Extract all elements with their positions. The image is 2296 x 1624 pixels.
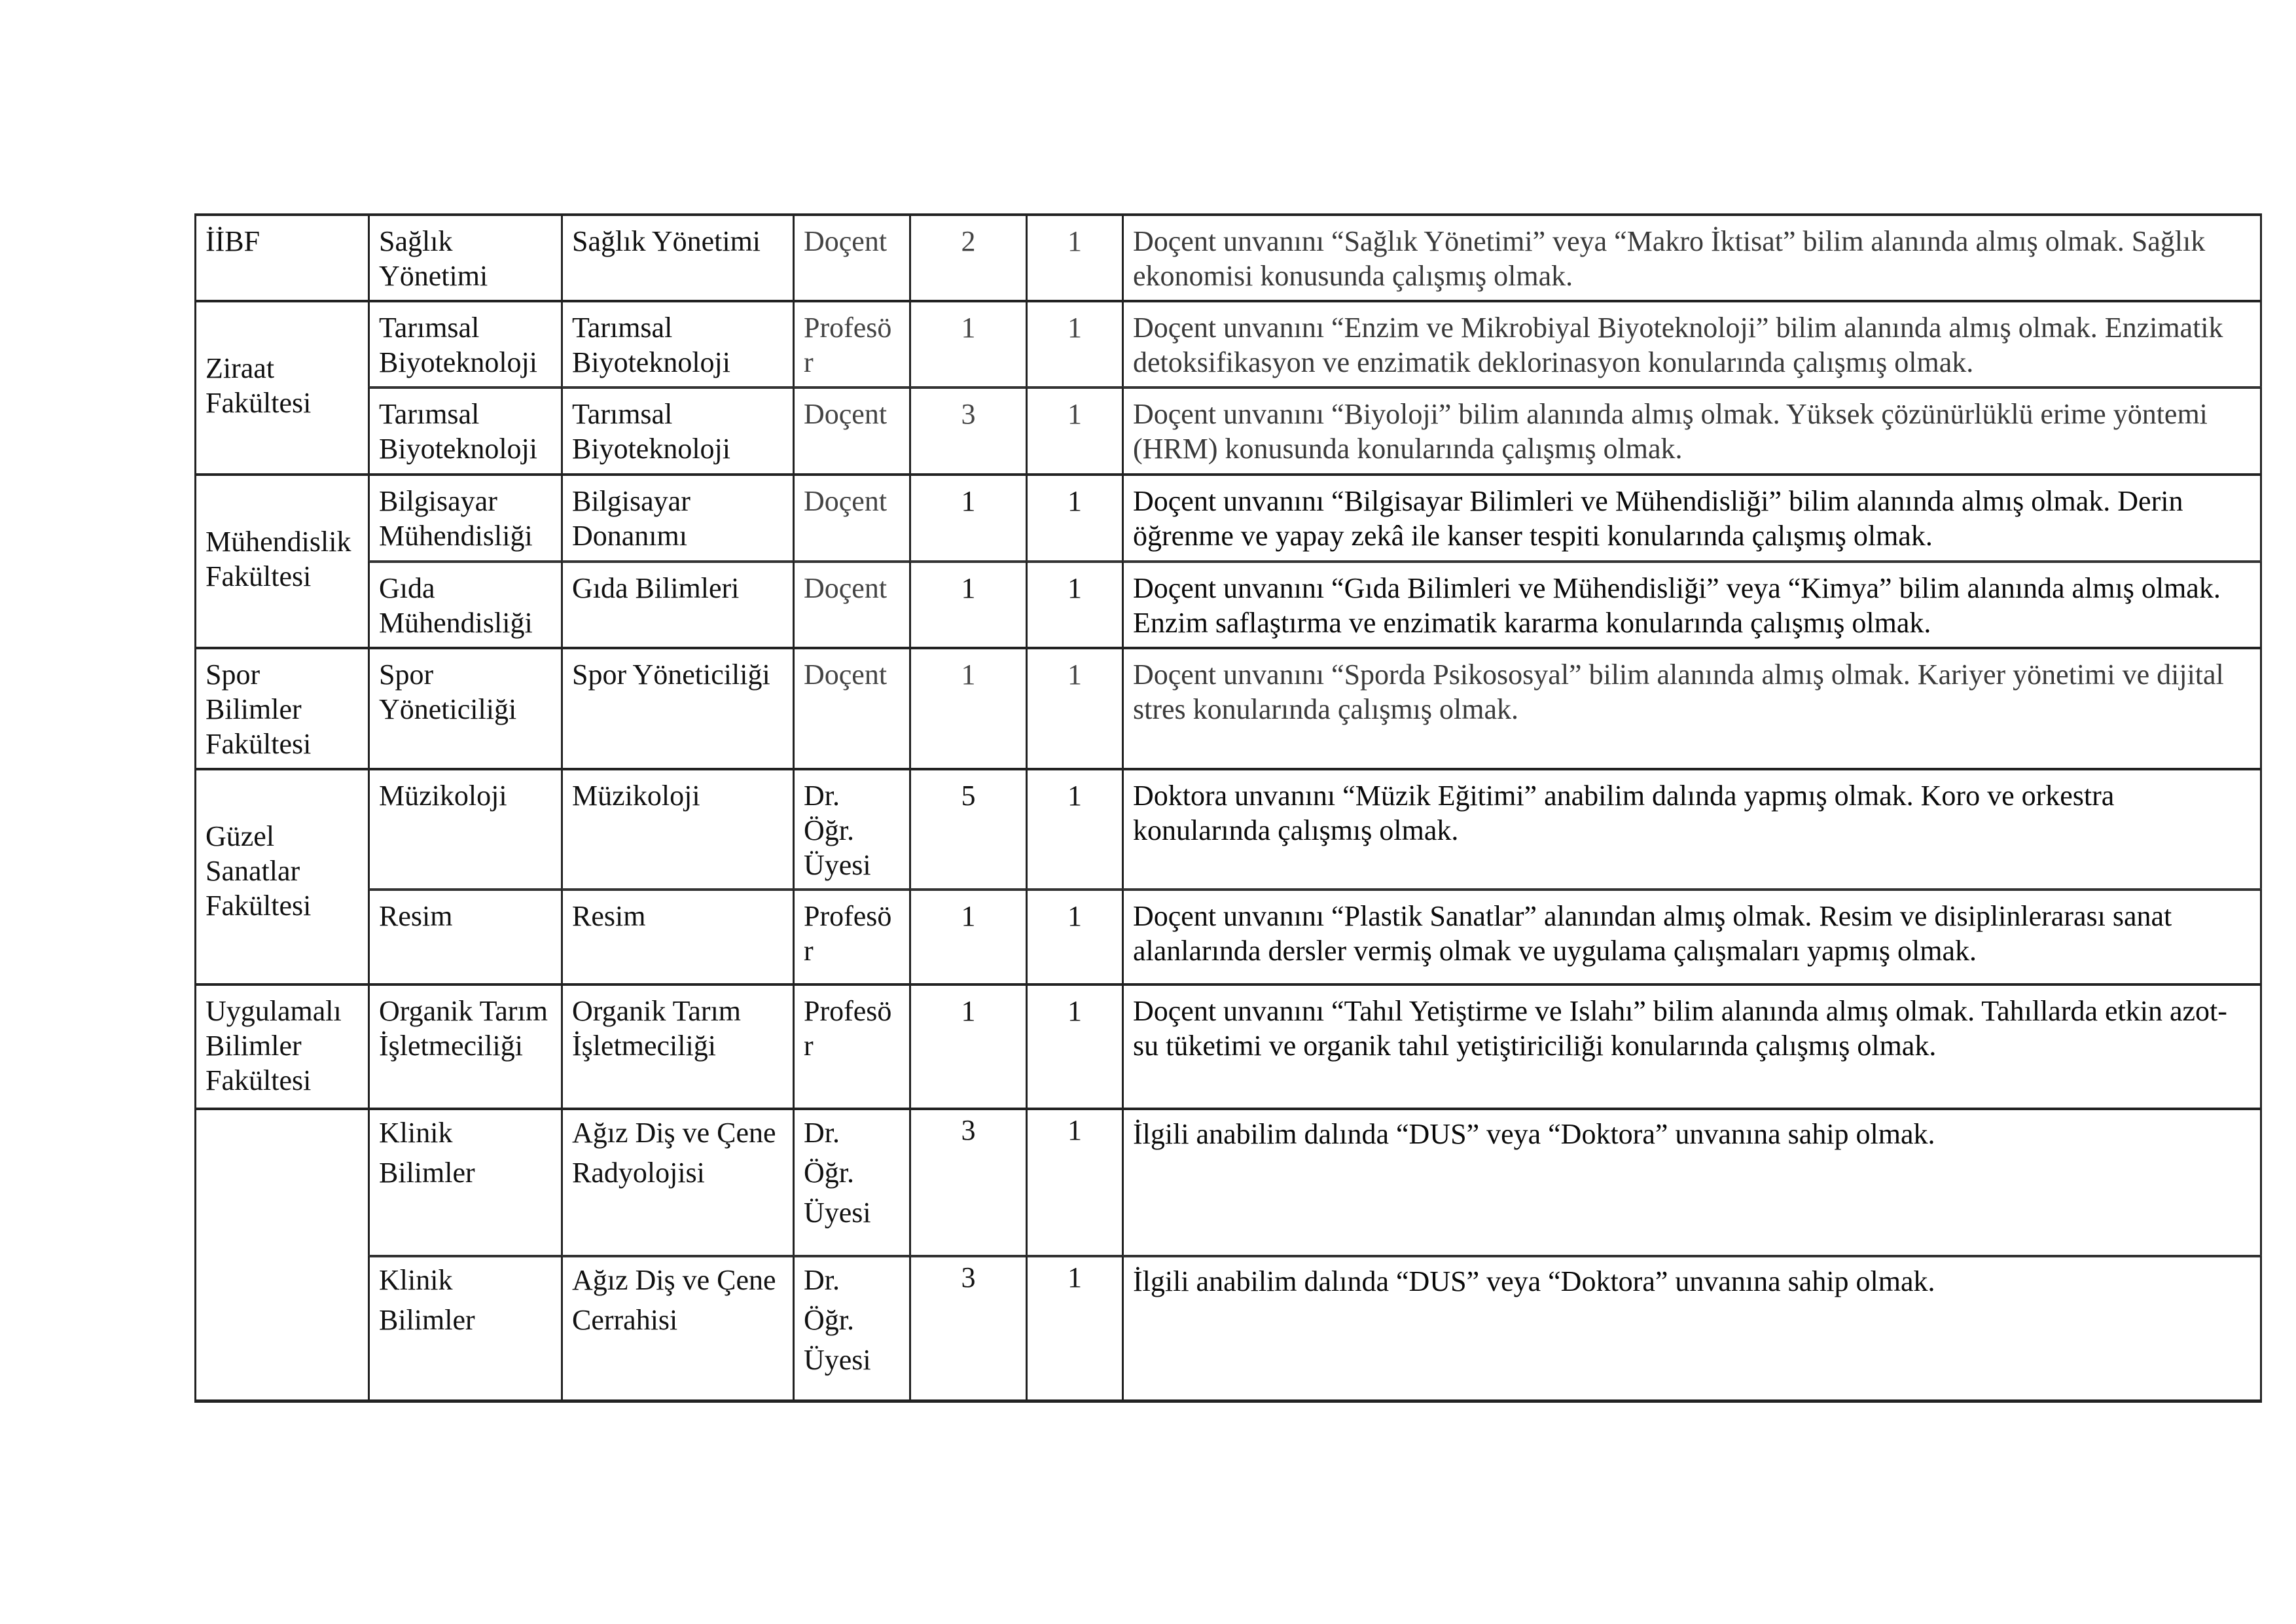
bolum-cell: Resim [368, 888, 561, 983]
kadro-cell: Doçent [793, 473, 909, 560]
kadro-cell: Doçent [793, 560, 909, 647]
bolum-cell: Klinik Bilimler [368, 1108, 561, 1255]
kadro-cell: Doçent [793, 213, 909, 300]
faculty-name: Spor Bilimler Fakültesi [206, 659, 312, 760]
bolum-cell: Tarımsal Biyoteknoloji [368, 386, 561, 473]
anabilim-cell: Organik Tarım İşletmeciliği [561, 983, 793, 1108]
bolum-cell: Gıda Mühendisliği [368, 560, 561, 647]
aciklama-cell: Doçent unvanını “Enzim ve Mikrobiyal Biyoteknoloji” bilim alanında almış olmak. Enzimatik detoksifikasyon ve enzimatik deklorinasyon konularında çalışmış olmak. [1122, 300, 2262, 386]
adet-cell: 1 [1026, 768, 1122, 888]
faculty-cell [194, 768, 368, 983]
faculty-name: Mühendislik Fakültesi [206, 526, 351, 592]
aciklama-cell: Doçent unvanını “Biyoloji” bilim alanında almış olmak. Yüksek çözünürlüklü erime yöntemi (HRM) konusunda konularında çalışmış olmak. [1122, 386, 2262, 473]
aciklama-cell: İlgili anabilim dalında “DUS” veya “Doktora” unvanına sahip olmak. [1122, 1108, 2262, 1255]
aciklama-cell: Doçent unvanını “Plastik Sanatlar” alanından almış olmak. Resim ve disiplinlerarası sanat alanlarında dersler vermiş olmak ve uygulama çalışmaları yapmış olmak. [1122, 888, 2262, 983]
kadro-cell: Profesör [793, 983, 909, 1108]
anabilim-cell: Resim [561, 888, 793, 983]
kadro-cell: Dr. Öğr. Üyesi [793, 768, 909, 888]
bolum-cell: Sağlık Yönetimi [368, 213, 561, 300]
anabilim-cell: Spor Yöneticiliği [561, 647, 793, 768]
derece-cell: 3 [909, 1108, 1026, 1255]
faculty-cell [194, 647, 368, 768]
faculty-positions-table [194, 213, 2262, 1403]
anabilim-cell: Müzikoloji [561, 768, 793, 888]
faculty-name: Ziraat Fakültesi [206, 352, 312, 419]
anabilim-cell: Tarımsal Biyoteknoloji [561, 300, 793, 386]
derece-cell: 1 [909, 647, 1026, 768]
kadro-cell: Doçent [793, 647, 909, 768]
faculty-cell [194, 213, 368, 300]
adet-cell: 1 [1026, 1255, 1122, 1403]
aciklama-cell: Doçent unvanını “Tahıl Yetiştirme ve Islahı” bilim alanında almış olmak. Tahıllarda etkin azot-su tüketimi ve organik tahıl yetiştiriciliği konularında çalışmış olmak. [1122, 983, 2262, 1108]
derece-cell: 1 [909, 473, 1026, 560]
adet-cell: 1 [1026, 300, 1122, 386]
bolum-cell: Müzikoloji [368, 768, 561, 888]
derece-cell: 2 [909, 213, 1026, 300]
aciklama-cell: Doktora unvanını “Müzik Eğitimi” anabilim dalında yapmış olmak. Koro ve orkestra konularında çalışmış olmak. [1122, 768, 2262, 888]
adet-cell: 1 [1026, 473, 1122, 560]
faculty-cell [194, 983, 368, 1108]
bolum-cell: Klinik Bilimler [368, 1255, 561, 1403]
faculty-cell [194, 300, 368, 473]
adet-cell: 1 [1026, 1108, 1122, 1255]
derece-cell: 3 [909, 1255, 1026, 1403]
anabilim-cell: Ağız Diş ve Çene Cerrahisi [561, 1255, 793, 1403]
aciklama-cell: Doçent unvanını “Sporda Psikososyal” bilim alanında almış olmak. Kariyer yönetimi ve dijital stres konularında çalışmış olmak. [1122, 647, 2262, 768]
faculty-cell [194, 1108, 368, 1403]
derece-cell: 1 [909, 983, 1026, 1108]
anabilim-cell: Sağlık Yönetimi [561, 213, 793, 300]
anabilim-cell: Tarımsal Biyoteknoloji [561, 386, 793, 473]
aciklama-cell: Doçent unvanını “Gıda Bilimleri ve Mühendisliği” veya “Kimya” bilim alanında almış olmak. Enzim saflaştırma ve enzimatik kararma konularında çalışmış olmak. [1122, 560, 2262, 647]
bolum-cell: Bilgisayar Mühendisliği [368, 473, 561, 560]
anabilim-cell: Gıda Bilimleri [561, 560, 793, 647]
faculty-cell [194, 473, 368, 647]
derece-cell: 1 [909, 300, 1026, 386]
adet-cell: 1 [1026, 647, 1122, 768]
derece-cell: 3 [909, 386, 1026, 473]
adet-cell: 1 [1026, 386, 1122, 473]
anabilim-cell: Bilgisayar Donanımı [561, 473, 793, 560]
kadro-cell: Dr. Öğr. Üyesi [793, 1108, 909, 1255]
kadro-cell: Profesör [793, 888, 909, 983]
bolum-cell: Organik Tarım İşletmeciliği [368, 983, 561, 1108]
bolum-cell: Tarımsal Biyoteknoloji [368, 300, 561, 386]
kadro-cell: Profesör [793, 300, 909, 386]
adet-cell: 1 [1026, 213, 1122, 300]
aciklama-cell: Doçent unvanını “Sağlık Yönetimi” veya “Makro İktisat” bilim alanında almış olmak. Sağlık ekonomisi konusunda çalışmış olmak. [1122, 213, 2262, 300]
aciklama-cell: İlgili anabilim dalında “DUS” veya “Doktora” unvanına sahip olmak. [1122, 1255, 2262, 1403]
derece-cell: 1 [909, 888, 1026, 983]
derece-cell: 5 [909, 768, 1026, 888]
kadro-cell: Doçent [793, 386, 909, 473]
adet-cell: 1 [1026, 888, 1122, 983]
faculty-name: İİBF [206, 225, 260, 257]
kadro-cell: Dr. Öğr. Üyesi [793, 1255, 909, 1403]
adet-cell: 1 [1026, 560, 1122, 647]
faculty-name: Uygulamalı Bilimler Fakültesi [206, 995, 342, 1096]
aciklama-cell: Doçent unvanını “Bilgisayar Bilimleri ve Mühendisliği” bilim alanında almış olmak. Derin öğrenme ve yapay zekâ ile kanser tespiti konularında çalışmış olmak. [1122, 473, 2262, 560]
derece-cell: 1 [909, 560, 1026, 647]
adet-cell: 1 [1026, 983, 1122, 1108]
bolum-cell: Spor Yöneticiliği [368, 647, 561, 768]
faculty-name: Güzel Sanatlar Fakültesi [206, 820, 312, 922]
anabilim-cell: Ağız Diş ve Çene Radyolojisi [561, 1108, 793, 1255]
